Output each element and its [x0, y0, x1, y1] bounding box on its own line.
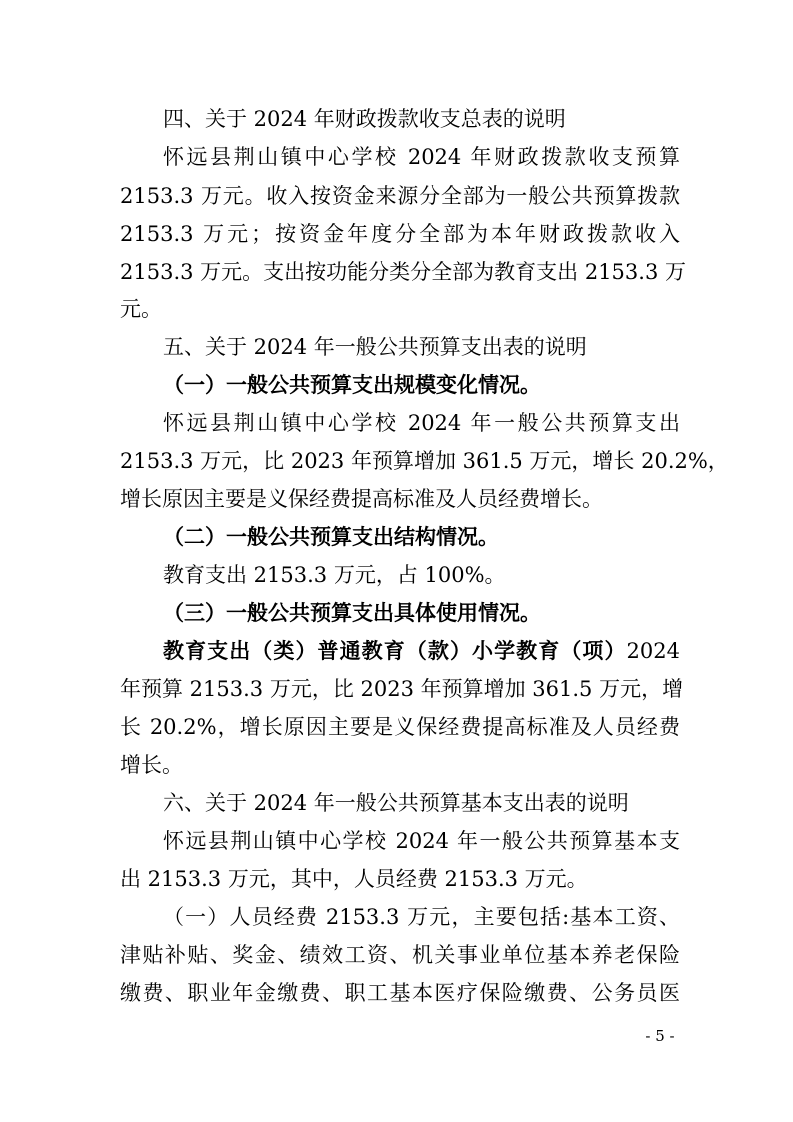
paragraph-line: 2153.3 万元。收入按资金来源分全部为一般公共预算拨款	[120, 184, 680, 208]
section-4-heading: 四、关于 2024 年财政拨款收支总表的说明	[163, 107, 566, 131]
paragraph-line	[163, 637, 680, 665]
page-number: - 5 -	[645, 1027, 675, 1045]
subsection-3-heading: （三）一般公共预算支出具体使用情况。	[163, 600, 541, 625]
paragraph-line: 长 20.2%，增长原因主要是义保经费提高标准及人员经费	[120, 715, 680, 739]
paragraph-line: 年预算 2153.3 万元，比 2023 年预算增加 361.5 万元，增	[120, 677, 684, 701]
paragraph-line: 缴费、职业年金缴费、职工基本医疗保险缴费、公务员医	[120, 981, 680, 1005]
paragraph-line: 怀远县荆山镇中心学校 2024 年一般公共预算基本支	[163, 829, 680, 853]
paragraph-line: 怀远县荆山镇中心学校 2024 年一般公共预算支出	[163, 411, 680, 435]
paragraph-line: 教育支出 2153.3 万元，占 100%。	[163, 563, 506, 587]
paragraph-line: 出 2153.3 万元，其中，人员经费 2153.3 万元。	[120, 867, 588, 891]
paragraph-line: 增长。	[120, 753, 183, 777]
subsection-1-heading: （一）一般公共预算支出规模变化情况。	[163, 372, 541, 397]
paragraph-line: 津贴补贴、奖金、绩效工资、机关事业单位基本养老保险	[120, 943, 680, 967]
year-text: 2024	[626, 639, 680, 663]
section-6-heading: 六、关于 2024 年一般公共预算基本支出表的说明	[163, 791, 629, 815]
category-lead: 教育支出（类）普通教育（款）小学教育（项）	[163, 638, 627, 663]
paragraph-line: 2153.3 万元，比 2023 年预算增加 361.5 万元，增长 20.2%，	[120, 449, 729, 473]
subsection-2-heading: （二）一般公共预算支出结构情况。	[163, 524, 499, 549]
section-5-heading: 五、关于 2024 年一般公共预算支出表的说明	[163, 335, 587, 359]
paragraph-line: 怀远县荆山镇中心学校 2024 年财政拨款收支预算	[163, 145, 680, 169]
paragraph-line: 增长原因主要是义保经费提高标准及人员经费增长。	[120, 487, 603, 511]
paragraph-line: 元。	[120, 297, 162, 321]
paragraph-line: 2153.3 万元；按资金年度分全部为本年财政拨款收入	[120, 222, 680, 246]
paragraph-line: （一）人员经费 2153.3 万元，主要包括:基本工资、	[163, 905, 680, 929]
paragraph-line: 2153.3 万元。支出按功能分类分全部为教育支出 2153.3 万	[120, 260, 686, 284]
